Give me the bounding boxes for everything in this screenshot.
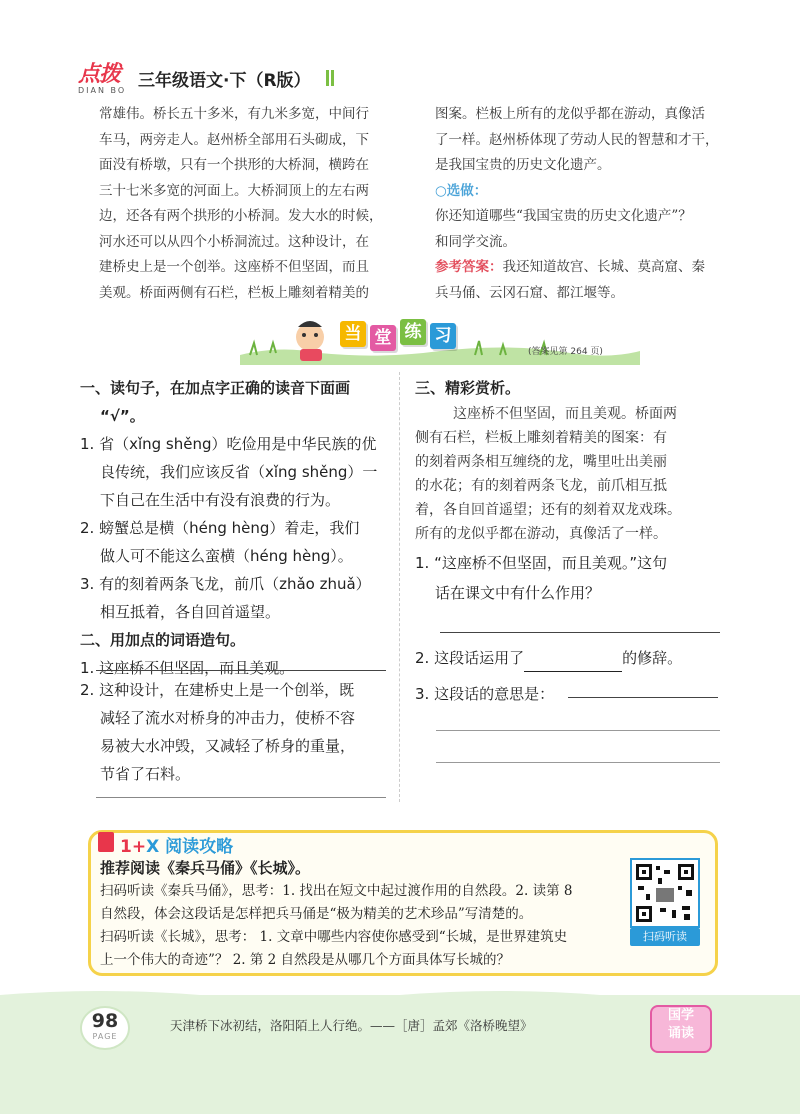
question-line: 话在课文中有什么作用？ <box>435 584 601 602</box>
article-line: 是我国宝贵的历史文化遗产。 <box>435 157 611 173</box>
guoxue-recite-badge <box>650 1005 712 1053</box>
question-text: 2. 这段话运用了 <box>415 649 525 667</box>
section1-heading: 一、读句子，在加点字正确的读音下面画 <box>80 379 351 397</box>
logo-text: 点拨 <box>78 61 121 87</box>
logo-subtext: DIAN BO <box>78 86 127 95</box>
question-line: 2. 这种设计，在建桥史上是一个创举，既 <box>80 681 355 699</box>
reading-line: 自然段，体会这段话是怎样把兵马俑是“极为精美的艺术珍品”写清楚的。 <box>100 906 533 922</box>
article-line: 三十七米多宽的河面上。大桥洞顶上的左右两 <box>99 182 369 199</box>
section3-passage <box>415 402 725 546</box>
title-part: 阅读攻略 <box>159 837 234 857</box>
title-part: 1+ <box>120 837 147 857</box>
section3 <box>415 374 725 402</box>
article-left-column <box>99 102 389 306</box>
passage-line: 着，各自回首遥望；还有的刻着双龙戏珠。 <box>415 502 681 518</box>
poem-quote: 天津桥下冰初结，洛阳陌上人行绝。——［唐］孟郊《洛桥晚望》 <box>170 1018 533 1033</box>
title-bar-decoration <box>331 70 334 86</box>
question-text: 3. 这段话的意思是： <box>415 685 555 703</box>
article-line: 了一样。赵州桥体现了劳动人民的智慧和才干， <box>435 131 719 148</box>
question-line: 2. 螃蟹总是横（héng hèng）着走，我们 <box>80 519 360 537</box>
reference-answer <box>435 255 730 281</box>
page-label: PAGE <box>92 1032 118 1041</box>
passage-line: 的刻着两条相互缠绕的龙，嘴里吐出美丽 <box>415 454 667 470</box>
question-line: 1. “这座桥不但坚固，而且美观。”这句 <box>415 554 668 572</box>
answer-line[interactable] <box>96 670 386 671</box>
section2-heading: 二、用加点的词语造句。 <box>80 631 246 649</box>
answer-line[interactable] <box>568 697 718 698</box>
passage-line: 的水花；有的刻着两条飞龙，前爪相互抵 <box>415 478 667 494</box>
left-exercises <box>80 374 395 682</box>
title-bar-decoration <box>326 70 329 86</box>
answer-line[interactable] <box>440 632 720 633</box>
question-line: 相互抵着，各自回首遥望。 <box>100 603 281 621</box>
section3-q2 <box>415 644 682 672</box>
article-line: 面没有桥墩，只有一个拱形的大桥洞，横跨在 <box>99 157 369 173</box>
banner-cube: 当 <box>340 321 366 347</box>
column-divider <box>399 372 400 802</box>
answer-reference: (答案见第 264 页) <box>528 347 603 357</box>
reading-line: 上一个伟大的奇迹”？ 2. 第 2 自然段是从哪几个方面具体写长城的？ <box>100 952 511 968</box>
question-line: 下自己在生活中有没有浪费的行为。 <box>100 491 341 509</box>
brand-logo <box>78 62 134 96</box>
title-x: X <box>146 837 160 857</box>
optional-task-line: 和同学交流。 <box>435 233 516 250</box>
question-line: 3. 有的刻着两条飞龙，前爪（zhǎo zhuǎ） <box>80 575 371 593</box>
section2-item2 <box>80 676 395 788</box>
passage-line: 所有的龙似乎都在游动，真像活了一样。 <box>415 526 667 542</box>
badge-text: 诵读 <box>667 1026 694 1041</box>
banner-cube: 练 <box>400 319 426 345</box>
article-line: 图案。栏板上所有的龙似乎都在游动，真像活 <box>435 106 705 122</box>
article-line: 河水还可以从四个小桥洞流过。这种设计，在 <box>99 233 369 250</box>
book-title: 三年级语文·下（R版） <box>138 71 311 91</box>
question-line: 易被大水冲毁，又减轻了桥身的重量， <box>100 737 356 755</box>
section3-heading: 三、精彩赏析。 <box>415 379 521 397</box>
reference-answer-text: 兵马俑、云冈石窟、都江堰等。 <box>435 284 624 301</box>
reading-box-title <box>120 832 233 857</box>
reading-questions <box>100 880 630 972</box>
recommend-reading: 推荐阅读《秦兵马俑》《长城》。 <box>100 859 311 877</box>
qr-code[interactable] <box>630 858 700 928</box>
banner-cube: 堂 <box>370 325 396 351</box>
page-number: 98 <box>91 1010 119 1032</box>
question-line: 良传统，我们应该反省（xǐng shěng）一 <box>100 463 378 481</box>
question-line: 1. 省（xǐng shěng）吃俭用是中华民族的优 <box>80 435 377 453</box>
reference-answer-text: 我还知道故宫、长城、莫高窟、秦 <box>502 259 705 275</box>
answer-line[interactable] <box>436 730 720 731</box>
fill-blank[interactable] <box>524 653 622 672</box>
section1-heading-cont: “√”。 <box>100 407 145 425</box>
section3-q1 <box>415 548 725 608</box>
optional-task-line: 你还知道哪些“我国宝贵的历史文化遗产”？ <box>435 208 692 224</box>
question-line: 节省了石料。 <box>100 765 191 783</box>
question-line: 做人可不能这么蛮横（héng hèng）。 <box>100 547 353 565</box>
question-line: 减轻了流水对桥身的冲击力，使桥不容 <box>100 709 356 727</box>
article-line: 美观。桥面两侧有石栏，栏板上雕刻着精美的 <box>99 284 369 301</box>
passage-line: 侧有石栏，栏板上雕刻着精美的图案：有 <box>415 430 667 446</box>
article-line: 车马，两旁走人。赵州桥全部用石头砌成，下 <box>99 131 369 148</box>
article-line: 边，还各有两个拱形的小桥洞。发大水的时候， <box>99 208 383 224</box>
scan-listen-label: 扫码听读 <box>630 928 700 946</box>
optional-task-label: ○选做： <box>435 182 488 199</box>
answer-line[interactable] <box>96 797 386 798</box>
badge-text: 国学 <box>667 1008 694 1023</box>
article-right-column <box>435 102 730 306</box>
article-line: 建桥史上是一个创举。这座桥不但坚固，而且 <box>99 259 369 275</box>
reading-line: 扫码听读《长城》，思考： 1. 文章中哪些内容使你感受到“长城，是世界建筑史 <box>100 929 568 945</box>
question-text: 的修辞。 <box>622 649 683 667</box>
answer-line[interactable] <box>436 762 720 763</box>
page-header <box>0 0 800 105</box>
passage-line: 这座桥不但坚固，而且美观。桥面两 <box>453 406 677 422</box>
question-line: 1. 这座桥不但坚固，而且美观。 <box>80 659 295 677</box>
book-icon <box>98 832 114 852</box>
reading-line: 扫码听读《秦兵马俑》，思考：1. 找出在短文中起过渡作用的自然段。2. 读第 8 <box>100 883 573 899</box>
reference-answer-label: 参考答案： <box>435 259 503 275</box>
section3-q3 <box>415 680 554 708</box>
article-line: 常雄伟。桥长五十多米，有九米多宽，中间行 <box>99 106 369 122</box>
banner-cube: 习 <box>430 323 456 349</box>
qr-pattern-icon <box>632 860 698 926</box>
practice-banner <box>240 315 640 365</box>
child-head <box>296 323 324 351</box>
